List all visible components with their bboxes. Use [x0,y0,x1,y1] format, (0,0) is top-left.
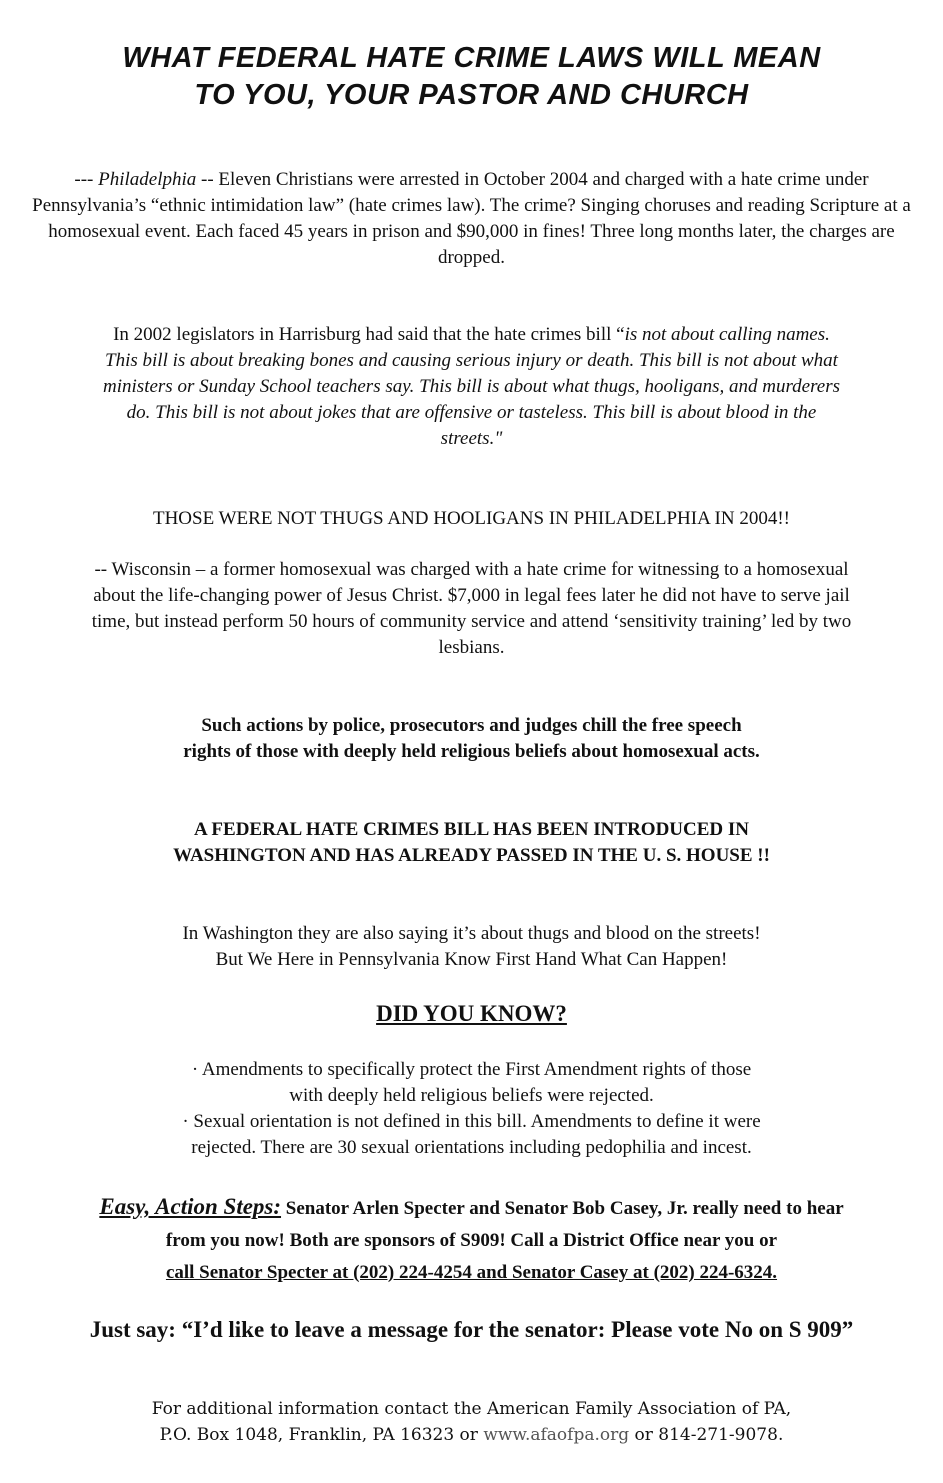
federal-line-2: WASHINGTON AND HAS ALREADY PASSED IN THE U. S. HOUSE !! [173,845,770,866]
philadelphia-text: -- Eleven Christians were arrested in October 2004 and charged with a hate crime under Pennsylvania’s “ethnic intimidation law” (hate crimes law). The crime? Singing choruses and reading Scripture at a homosexual event. Each faced 45 years in prison and $90,000 in fines! Three long months later, the charges are dropped. [32,169,911,268]
action-line-1: Senator Arlen Specter and Senator Bob Casey, Jr. really need to hear [281,1198,844,1219]
harrisburg-quote: is not about calling names. This bill is about breaking bones and causing serious injury or death. This bill is not about what ministers or Sunday School teachers say. This bill is about what thugs, hooligans, and murderers do. This bill is not about jokes that are offensive or tasteless. This bill is about blood in the streets." [103,324,840,449]
title-line-2: TO YOU, YOUR PASTOR AND CHURCH [194,79,749,111]
chill-line-2: rights of those with deeply held religious beliefs about homosexual acts. [183,741,760,762]
wisconsin-text: -- Wisconsin – a former homosexual was charged with a hate crime for witnessing to a homosexual about the life-changing power of Jesus Christ. $7,000 in legal fees later he did not have to serve jail time, but instead perform 50 hours of community service and attend ‘sensitivity training’ led by two lesbians. [91,559,852,658]
action-line-2: from you now! Both are sponsors of S909! Call a District Office near you or [165,1230,778,1251]
washington-line-1: In Washington they are also saying it’s about thugs and blood on the streets! [182,923,761,944]
chill-line-1: Such actions by police, prosecutors and judges chill the free speech [201,715,742,736]
federal-line-1: A FEDERAL HATE CRIMES BILL HAS BEEN INTRODUCED IN [194,819,749,840]
website-link[interactable]: www.afaofpa.org [483,1425,630,1445]
thugs-line: THOSE WERE NOT THUGS AND HOOLIGANS IN PHILADELPHIA IN 2004!! [152,508,790,529]
philadelphia-place: Philadelphia [98,169,197,190]
action-steps [20,1191,923,1289]
thugs-statement [30,506,913,532]
bullet-1-line-1: · Amendments to specifically protect the First Amendment rights of those [191,1059,752,1080]
bullet-2-line-1: · Sexual orientation is not defined in this bill. Amendments to define it were [182,1111,761,1132]
wisconsin-paragraph [85,557,858,661]
harrisburg-lead: In 2002 legislators in Harrisburg had said that the hate crimes bill “ [113,324,625,345]
did-you-know-heading: DID YOU KNOW? [376,1001,567,1026]
title-line-1: WHAT FEDERAL HATE CRIME LAWS WILL MEAN [122,42,821,74]
chill-statement [30,713,913,765]
footer-address: P.O. Box 1048, Franklin, PA 16323 or [159,1425,484,1445]
did-you-know-bullets [30,1057,913,1161]
philadelphia-paragraph [30,167,913,271]
contact-footer [0,1396,943,1448]
bullet-1-line-2: with deeply held religious beliefs were rejected. [289,1085,654,1106]
harrisburg-paragraph [100,322,843,452]
footer-line-1: For additional information contact the American Family Association of PA, [151,1399,792,1419]
washington-paragraph [30,921,913,973]
philadelphia-prefix: --- [74,169,99,190]
action-steps-lead: Easy, Action Steps: [99,1194,282,1219]
washington-line-2: But We Here in Pennsylvania Know First Hand What Can Happen! [215,949,728,970]
just-say-message: Just say: “I’d like to leave a message for the senator: Please vote No on S 909” [89,1317,854,1342]
federal-bill-statement [30,817,913,869]
action-line-3-phone-numbers: call Senator Specter at (202) 224-4254 and Senator Casey at (202) 224-6324. [165,1262,778,1283]
footer-phone: or 814-271-9078. [629,1425,784,1445]
flyer-title [0,40,943,114]
bullet-2-line-2: rejected. There are 30 sexual orientations including pedophilia and incest. [191,1137,752,1158]
